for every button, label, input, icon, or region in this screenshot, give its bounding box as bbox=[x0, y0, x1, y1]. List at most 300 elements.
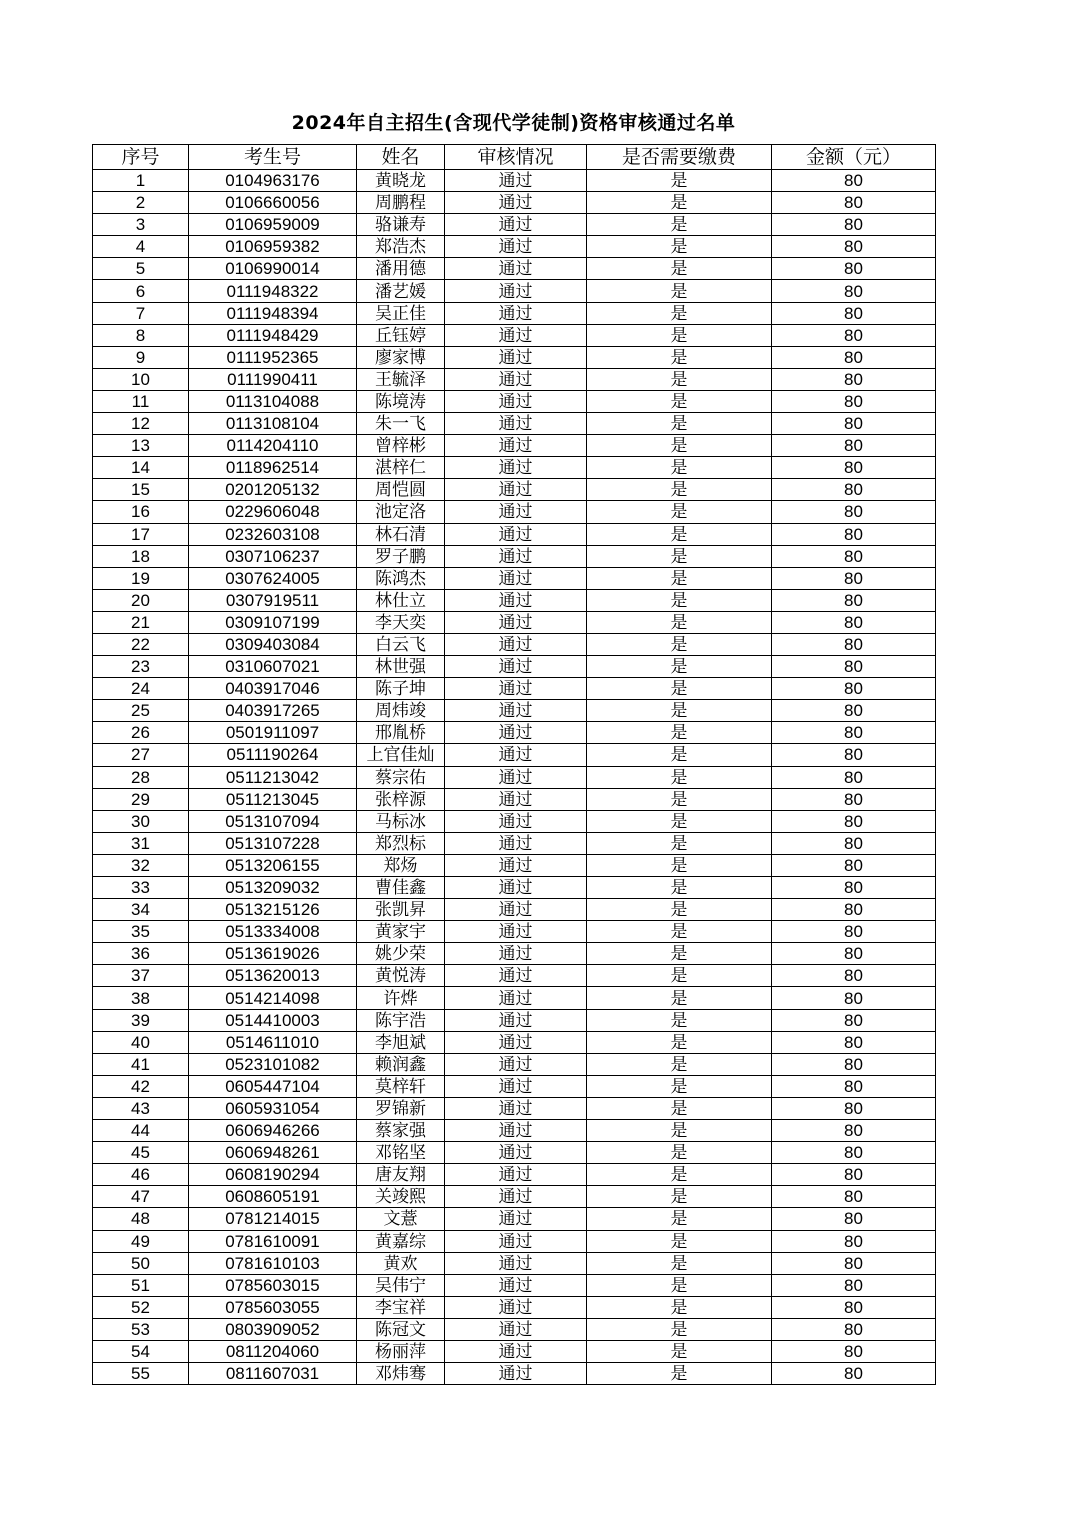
student-name-cell: 郑烈标 bbox=[357, 832, 445, 854]
fee-amount-cell: 80 bbox=[772, 567, 936, 589]
student-name-cell: 李天奕 bbox=[357, 611, 445, 633]
fee-required-cell: 是 bbox=[587, 788, 772, 810]
student-name-cell: 唐友翔 bbox=[357, 1164, 445, 1186]
exam-number-cell: 0309403084 bbox=[189, 633, 357, 655]
student-name-cell: 林世强 bbox=[357, 656, 445, 678]
student-name-cell: 白云飞 bbox=[357, 633, 445, 655]
row-index-cell: 12 bbox=[93, 413, 189, 435]
row-index-cell: 16 bbox=[93, 501, 189, 523]
table-row bbox=[93, 1164, 936, 1186]
review-status-cell: 通过 bbox=[445, 214, 587, 236]
review-status-cell: 通过 bbox=[445, 633, 587, 655]
document-title: 2024年自主招生(含现代学徒制)资格审核通过名单 bbox=[291, 112, 736, 134]
row-index-cell: 45 bbox=[93, 1142, 189, 1164]
fee-required-cell: 是 bbox=[587, 854, 772, 876]
row-index-cell: 32 bbox=[93, 854, 189, 876]
student-name-cell: 黄嘉综 bbox=[357, 1230, 445, 1252]
fee-required-cell: 是 bbox=[587, 302, 772, 324]
row-index-cell: 48 bbox=[93, 1208, 189, 1230]
review-status-cell: 通过 bbox=[445, 943, 587, 965]
row-index-cell: 44 bbox=[93, 1120, 189, 1142]
fee-amount-cell: 80 bbox=[772, 656, 936, 678]
exam-number-cell: 0111948394 bbox=[189, 302, 357, 324]
row-index-cell: 20 bbox=[93, 589, 189, 611]
row-index-cell: 52 bbox=[93, 1296, 189, 1318]
fee-amount-cell: 80 bbox=[772, 1340, 936, 1362]
table-row bbox=[93, 633, 936, 655]
review-status-cell: 通过 bbox=[445, 1053, 587, 1075]
fee-amount-cell: 80 bbox=[772, 589, 936, 611]
exam-number-cell: 0501911097 bbox=[189, 722, 357, 744]
row-index-cell: 10 bbox=[93, 368, 189, 390]
review-status-cell: 通过 bbox=[445, 479, 587, 501]
fee-amount-cell: 80 bbox=[772, 1097, 936, 1119]
fee-required-cell: 是 bbox=[587, 1031, 772, 1053]
exam-number-cell: 0785603015 bbox=[189, 1274, 357, 1296]
exam-number-cell: 0608190294 bbox=[189, 1164, 357, 1186]
student-name-cell: 文薏 bbox=[357, 1208, 445, 1230]
exam-number-cell: 0111948322 bbox=[189, 280, 357, 302]
exam-number-cell: 0118962514 bbox=[189, 457, 357, 479]
exam-number-cell: 0513215126 bbox=[189, 899, 357, 921]
review-status-cell: 通过 bbox=[445, 1296, 587, 1318]
review-status-cell: 通过 bbox=[445, 390, 587, 412]
student-name-cell: 潘用德 bbox=[357, 258, 445, 280]
fee-required-cell: 是 bbox=[587, 678, 772, 700]
review-status-cell: 通过 bbox=[445, 1274, 587, 1296]
review-status-cell: 通过 bbox=[445, 280, 587, 302]
exam-number-cell: 0114204110 bbox=[189, 435, 357, 457]
fee-amount-cell: 80 bbox=[772, 1075, 936, 1097]
exam-number-cell: 0111952365 bbox=[189, 346, 357, 368]
table-row bbox=[93, 1120, 936, 1142]
row-index-cell: 2 bbox=[93, 192, 189, 214]
fee-required-cell: 是 bbox=[587, 413, 772, 435]
row-index-cell: 47 bbox=[93, 1186, 189, 1208]
exam-number-cell: 0514611010 bbox=[189, 1031, 357, 1053]
table-row bbox=[93, 877, 936, 899]
fee-amount-cell: 80 bbox=[772, 214, 936, 236]
fee-required-cell: 是 bbox=[587, 1075, 772, 1097]
exam-number-cell: 0513209032 bbox=[189, 877, 357, 899]
review-status-cell: 通过 bbox=[445, 1318, 587, 1340]
row-index-cell: 51 bbox=[93, 1274, 189, 1296]
fee-required-cell: 是 bbox=[587, 324, 772, 346]
fee-amount-cell: 80 bbox=[772, 832, 936, 854]
student-name-cell: 陈境涛 bbox=[357, 390, 445, 412]
review-status-cell: 通过 bbox=[445, 987, 587, 1009]
fee-required-cell: 是 bbox=[587, 479, 772, 501]
student-name-cell: 黄欢 bbox=[357, 1252, 445, 1274]
student-name-cell: 曹佳鑫 bbox=[357, 877, 445, 899]
fee-amount-cell: 80 bbox=[772, 346, 936, 368]
row-index-cell: 1 bbox=[93, 170, 189, 192]
table-row bbox=[93, 656, 936, 678]
review-status-cell: 通过 bbox=[445, 1208, 587, 1230]
table-row bbox=[93, 1230, 936, 1252]
fee-amount-cell: 80 bbox=[772, 435, 936, 457]
table-row bbox=[93, 1075, 936, 1097]
student-name-cell: 曾梓彬 bbox=[357, 435, 445, 457]
student-name-cell: 邓炜骞 bbox=[357, 1363, 445, 1385]
row-index-cell: 23 bbox=[93, 656, 189, 678]
review-status-cell: 通过 bbox=[445, 170, 587, 192]
exam-number-cell: 0523101082 bbox=[189, 1053, 357, 1075]
exam-number-cell: 0514214098 bbox=[189, 987, 357, 1009]
fee-required-cell: 是 bbox=[587, 280, 772, 302]
fee-amount-cell: 80 bbox=[772, 1208, 936, 1230]
table-row bbox=[93, 413, 936, 435]
row-index-cell: 14 bbox=[93, 457, 189, 479]
exam-number-cell: 0803909052 bbox=[189, 1318, 357, 1340]
student-name-cell: 吴正佳 bbox=[357, 302, 445, 324]
fee-amount-cell: 80 bbox=[772, 501, 936, 523]
row-index-cell: 30 bbox=[93, 810, 189, 832]
fee-amount-cell: 80 bbox=[772, 1318, 936, 1340]
fee-amount-cell: 80 bbox=[772, 1164, 936, 1186]
table-row bbox=[93, 921, 936, 943]
student-name-cell: 黄晓龙 bbox=[357, 170, 445, 192]
exam-number-cell: 0111948429 bbox=[189, 324, 357, 346]
fee-required-cell: 是 bbox=[587, 722, 772, 744]
row-index-cell: 22 bbox=[93, 633, 189, 655]
row-index-cell: 38 bbox=[93, 987, 189, 1009]
exam-number-cell: 0811607031 bbox=[189, 1363, 357, 1385]
student-name-cell: 罗锦新 bbox=[357, 1097, 445, 1119]
exam-number-cell: 0511213045 bbox=[189, 788, 357, 810]
review-status-cell: 通过 bbox=[445, 258, 587, 280]
table-row bbox=[93, 1097, 936, 1119]
fee-required-cell: 是 bbox=[587, 170, 772, 192]
review-status-cell: 通过 bbox=[445, 192, 587, 214]
table-row bbox=[93, 1252, 936, 1274]
fee-amount-cell: 80 bbox=[772, 479, 936, 501]
fee-required-cell: 是 bbox=[587, 987, 772, 1009]
fee-amount-cell: 80 bbox=[772, 1252, 936, 1274]
review-status-cell: 通过 bbox=[445, 722, 587, 744]
exam-number-cell: 0513107228 bbox=[189, 832, 357, 854]
row-index-cell: 6 bbox=[93, 280, 189, 302]
row-index-cell: 21 bbox=[93, 611, 189, 633]
fee-amount-cell: 80 bbox=[772, 678, 936, 700]
table-row bbox=[93, 192, 936, 214]
fee-amount-cell: 80 bbox=[772, 1296, 936, 1318]
fee-required-cell: 是 bbox=[587, 1142, 772, 1164]
table-row bbox=[93, 854, 936, 876]
table-row bbox=[93, 1363, 936, 1385]
table-row bbox=[93, 722, 936, 744]
review-status-cell: 通过 bbox=[445, 832, 587, 854]
student-name-cell: 蔡家强 bbox=[357, 1120, 445, 1142]
exam-number-cell: 0781610103 bbox=[189, 1252, 357, 1274]
table-row bbox=[93, 214, 936, 236]
review-status-cell: 通过 bbox=[445, 1075, 587, 1097]
row-index-cell: 8 bbox=[93, 324, 189, 346]
review-status-cell: 通过 bbox=[445, 435, 587, 457]
fee-amount-cell: 80 bbox=[772, 236, 936, 258]
row-index-cell: 11 bbox=[93, 390, 189, 412]
review-status-cell: 通过 bbox=[445, 965, 587, 987]
review-status-cell: 通过 bbox=[445, 302, 587, 324]
fee-amount-cell: 80 bbox=[772, 1142, 936, 1164]
fee-amount-cell: 80 bbox=[772, 258, 936, 280]
review-status-cell: 通过 bbox=[445, 611, 587, 633]
fee-required-cell: 是 bbox=[587, 1230, 772, 1252]
table-row bbox=[93, 479, 936, 501]
review-status-cell: 通过 bbox=[445, 1009, 587, 1031]
fee-amount-cell: 80 bbox=[772, 280, 936, 302]
fee-required-cell: 是 bbox=[587, 766, 772, 788]
fee-amount-cell: 80 bbox=[772, 943, 936, 965]
exam-number-cell: 0307106237 bbox=[189, 545, 357, 567]
exam-number-cell: 0106990014 bbox=[189, 258, 357, 280]
fee-required-cell: 是 bbox=[587, 656, 772, 678]
table-row bbox=[93, 1208, 936, 1230]
review-status-cell: 通过 bbox=[445, 877, 587, 899]
row-index-cell: 49 bbox=[93, 1230, 189, 1252]
review-status-cell: 通过 bbox=[445, 1142, 587, 1164]
fee-amount-cell: 80 bbox=[772, 523, 936, 545]
fee-amount-cell: 80 bbox=[772, 1363, 936, 1385]
table-row bbox=[93, 744, 936, 766]
review-status-cell: 通过 bbox=[445, 589, 587, 611]
fee-amount-cell: 80 bbox=[772, 1274, 936, 1296]
review-status-cell: 通过 bbox=[445, 501, 587, 523]
table-row bbox=[93, 611, 936, 633]
row-index-cell: 25 bbox=[93, 700, 189, 722]
student-name-cell: 张梓源 bbox=[357, 788, 445, 810]
fee-required-cell: 是 bbox=[587, 1120, 772, 1142]
fee-amount-cell: 80 bbox=[772, 921, 936, 943]
table-row bbox=[93, 1318, 936, 1340]
review-status-cell: 通过 bbox=[445, 1252, 587, 1274]
student-name-cell: 骆谦寿 bbox=[357, 214, 445, 236]
review-status-cell: 通过 bbox=[445, 899, 587, 921]
fee-amount-cell: 80 bbox=[772, 722, 936, 744]
review-status-cell: 通过 bbox=[445, 656, 587, 678]
exam-number-cell: 0229606048 bbox=[189, 501, 357, 523]
fee-required-cell: 是 bbox=[587, 877, 772, 899]
row-index-cell: 55 bbox=[93, 1363, 189, 1385]
table-row bbox=[93, 280, 936, 302]
fee-amount-cell: 80 bbox=[772, 324, 936, 346]
student-name-cell: 张凯昇 bbox=[357, 899, 445, 921]
review-status-cell: 通过 bbox=[445, 545, 587, 567]
row-index-cell: 5 bbox=[93, 258, 189, 280]
exam-number-cell: 0232603108 bbox=[189, 523, 357, 545]
fee-required-cell: 是 bbox=[587, 214, 772, 236]
fee-required-cell: 是 bbox=[587, 1274, 772, 1296]
review-status-cell: 通过 bbox=[445, 1031, 587, 1053]
fee-required-cell: 是 bbox=[587, 545, 772, 567]
row-index-cell: 43 bbox=[93, 1097, 189, 1119]
row-index-cell: 29 bbox=[93, 788, 189, 810]
row-index-cell: 54 bbox=[93, 1340, 189, 1362]
review-status-cell: 通过 bbox=[445, 678, 587, 700]
table-row bbox=[93, 1009, 936, 1031]
table-row bbox=[93, 678, 936, 700]
table-row bbox=[93, 1142, 936, 1164]
fee-required-cell: 是 bbox=[587, 1340, 772, 1362]
row-index-cell: 40 bbox=[93, 1031, 189, 1053]
table-body bbox=[93, 170, 936, 1385]
table-row bbox=[93, 788, 936, 810]
fee-required-cell: 是 bbox=[587, 744, 772, 766]
exam-number-cell: 0106959382 bbox=[189, 236, 357, 258]
fee-required-cell: 是 bbox=[587, 1164, 772, 1186]
table-row bbox=[93, 236, 936, 258]
review-status-cell: 通过 bbox=[445, 788, 587, 810]
exam-number-cell: 0106959009 bbox=[189, 214, 357, 236]
row-index-cell: 28 bbox=[93, 766, 189, 788]
header-fee-required: 是否需要缴费 bbox=[587, 145, 772, 170]
fee-required-cell: 是 bbox=[587, 523, 772, 545]
fee-amount-cell: 80 bbox=[772, 302, 936, 324]
fee-amount-cell: 80 bbox=[772, 1230, 936, 1252]
fee-required-cell: 是 bbox=[587, 1053, 772, 1075]
student-name-cell: 朱一飞 bbox=[357, 413, 445, 435]
student-name-cell: 黄悦涛 bbox=[357, 965, 445, 987]
fee-required-cell: 是 bbox=[587, 611, 772, 633]
student-name-cell: 陈鸿杰 bbox=[357, 567, 445, 589]
table-row bbox=[93, 943, 936, 965]
student-name-cell: 潘艺媛 bbox=[357, 280, 445, 302]
exam-number-cell: 0104963176 bbox=[189, 170, 357, 192]
student-name-cell: 马标冰 bbox=[357, 810, 445, 832]
student-name-cell: 关竣熙 bbox=[357, 1186, 445, 1208]
table-row bbox=[93, 832, 936, 854]
header-amount: 金额（元） bbox=[772, 145, 936, 170]
table-row bbox=[93, 368, 936, 390]
student-name-cell: 姚少荣 bbox=[357, 943, 445, 965]
row-index-cell: 17 bbox=[93, 523, 189, 545]
table-row bbox=[93, 457, 936, 479]
table-row bbox=[93, 567, 936, 589]
fee-amount-cell: 80 bbox=[772, 1186, 936, 1208]
fee-required-cell: 是 bbox=[587, 567, 772, 589]
exam-number-cell: 0513620013 bbox=[189, 965, 357, 987]
fee-required-cell: 是 bbox=[587, 1296, 772, 1318]
student-name-cell: 莫梓轩 bbox=[357, 1075, 445, 1097]
table-row bbox=[93, 170, 936, 192]
table-row bbox=[93, 346, 936, 368]
exam-number-cell: 0606946266 bbox=[189, 1120, 357, 1142]
fee-amount-cell: 80 bbox=[772, 390, 936, 412]
row-index-cell: 35 bbox=[93, 921, 189, 943]
qualification-roster-table bbox=[92, 144, 936, 1385]
fee-required-cell: 是 bbox=[587, 192, 772, 214]
review-status-cell: 通过 bbox=[445, 810, 587, 832]
student-name-cell: 许烨 bbox=[357, 987, 445, 1009]
exam-number-cell: 0309107199 bbox=[189, 611, 357, 633]
exam-number-cell: 0307919511 bbox=[189, 589, 357, 611]
exam-number-cell: 0106660056 bbox=[189, 192, 357, 214]
fee-amount-cell: 80 bbox=[772, 854, 936, 876]
fee-required-cell: 是 bbox=[587, 435, 772, 457]
table-row bbox=[93, 810, 936, 832]
student-name-cell: 邢胤桥 bbox=[357, 722, 445, 744]
student-name-cell: 丘钰婷 bbox=[357, 324, 445, 346]
fee-amount-cell: 80 bbox=[772, 766, 936, 788]
fee-required-cell: 是 bbox=[587, 1208, 772, 1230]
fee-required-cell: 是 bbox=[587, 965, 772, 987]
review-status-cell: 通过 bbox=[445, 368, 587, 390]
table-row bbox=[93, 589, 936, 611]
header-index: 序号 bbox=[93, 145, 189, 170]
review-status-cell: 通过 bbox=[445, 324, 587, 346]
row-index-cell: 39 bbox=[93, 1009, 189, 1031]
row-index-cell: 33 bbox=[93, 877, 189, 899]
table-row bbox=[93, 435, 936, 457]
fee-amount-cell: 80 bbox=[772, 170, 936, 192]
student-name-cell: 李旭斌 bbox=[357, 1031, 445, 1053]
student-name-cell: 郑浩杰 bbox=[357, 236, 445, 258]
fee-amount-cell: 80 bbox=[772, 744, 936, 766]
exam-number-cell: 0513206155 bbox=[189, 854, 357, 876]
fee-required-cell: 是 bbox=[587, 236, 772, 258]
table-row bbox=[93, 899, 936, 921]
exam-number-cell: 0310607021 bbox=[189, 656, 357, 678]
table-row bbox=[93, 987, 936, 1009]
row-index-cell: 7 bbox=[93, 302, 189, 324]
header-name: 姓名 bbox=[357, 145, 445, 170]
exam-number-cell: 0781610091 bbox=[189, 1230, 357, 1252]
fee-amount-cell: 80 bbox=[772, 877, 936, 899]
exam-number-cell: 0811204060 bbox=[189, 1340, 357, 1362]
table-header-row bbox=[93, 145, 936, 170]
table-row bbox=[93, 1186, 936, 1208]
review-status-cell: 通过 bbox=[445, 1340, 587, 1362]
fee-required-cell: 是 bbox=[587, 943, 772, 965]
table-row bbox=[93, 700, 936, 722]
fee-amount-cell: 80 bbox=[772, 810, 936, 832]
row-index-cell: 31 bbox=[93, 832, 189, 854]
fee-required-cell: 是 bbox=[587, 1186, 772, 1208]
row-index-cell: 3 bbox=[93, 214, 189, 236]
row-index-cell: 41 bbox=[93, 1053, 189, 1075]
table-row bbox=[93, 501, 936, 523]
row-index-cell: 53 bbox=[93, 1318, 189, 1340]
row-index-cell: 19 bbox=[93, 567, 189, 589]
table-row bbox=[93, 390, 936, 412]
exam-number-cell: 0113104088 bbox=[189, 390, 357, 412]
row-index-cell: 37 bbox=[93, 965, 189, 987]
review-status-cell: 通过 bbox=[445, 567, 587, 589]
review-status-cell: 通过 bbox=[445, 346, 587, 368]
row-index-cell: 15 bbox=[93, 479, 189, 501]
student-name-cell: 罗子鹏 bbox=[357, 545, 445, 567]
exam-number-cell: 0307624005 bbox=[189, 567, 357, 589]
fee-required-cell: 是 bbox=[587, 1009, 772, 1031]
table-row bbox=[93, 1296, 936, 1318]
student-name-cell: 蔡宗佑 bbox=[357, 766, 445, 788]
exam-number-cell: 0511213042 bbox=[189, 766, 357, 788]
exam-number-cell: 0113108104 bbox=[189, 413, 357, 435]
exam-number-cell: 0513334008 bbox=[189, 921, 357, 943]
student-name-cell: 上官佳灿 bbox=[357, 744, 445, 766]
student-name-cell: 林石清 bbox=[357, 523, 445, 545]
student-name-cell: 邓铭坚 bbox=[357, 1142, 445, 1164]
fee-amount-cell: 80 bbox=[772, 1009, 936, 1031]
exam-number-cell: 0511190264 bbox=[189, 744, 357, 766]
row-index-cell: 27 bbox=[93, 744, 189, 766]
row-index-cell: 26 bbox=[93, 722, 189, 744]
fee-required-cell: 是 bbox=[587, 633, 772, 655]
exam-number-cell: 0785603055 bbox=[189, 1296, 357, 1318]
review-status-cell: 通过 bbox=[445, 457, 587, 479]
fee-required-cell: 是 bbox=[587, 921, 772, 943]
fee-amount-cell: 80 bbox=[772, 545, 936, 567]
